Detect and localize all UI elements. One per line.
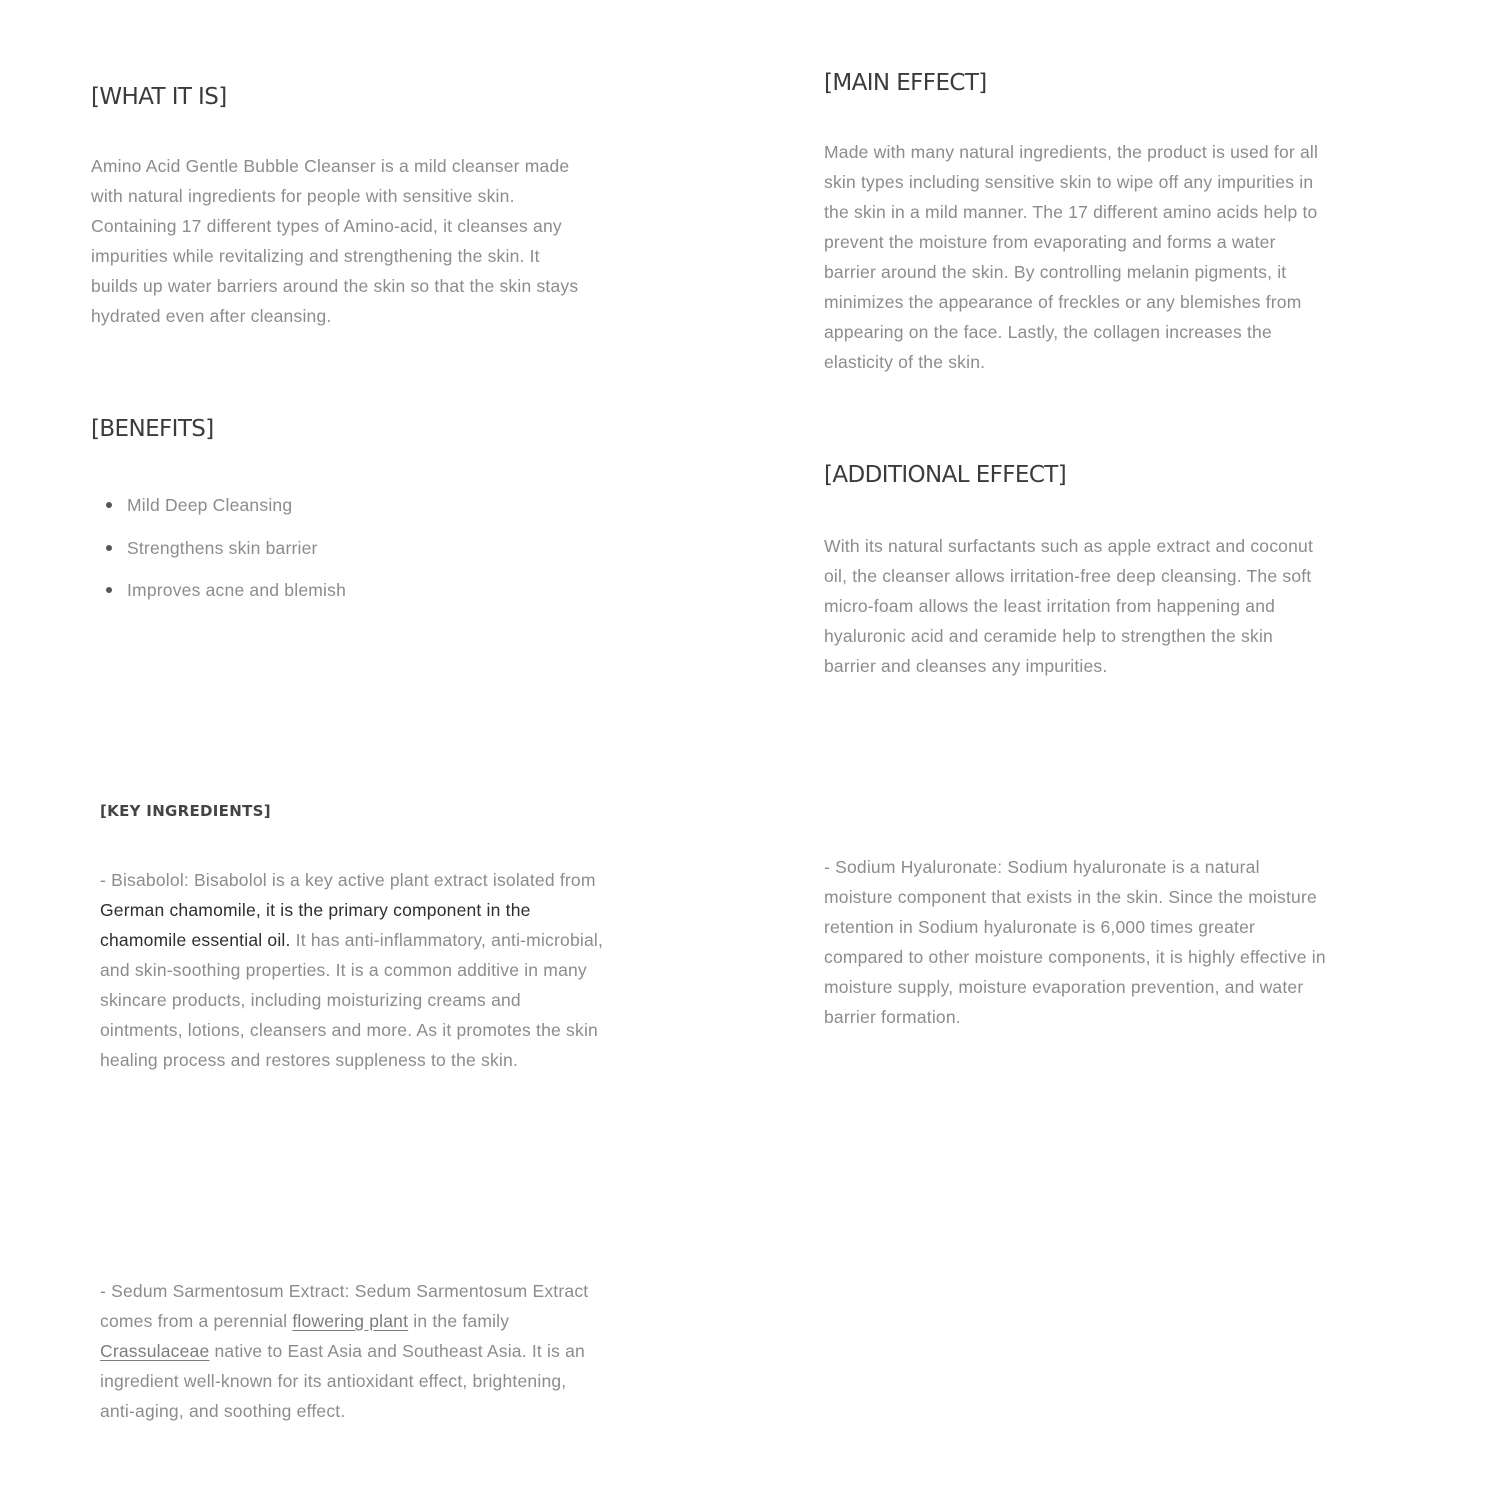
sedum-part2: in the family bbox=[408, 1311, 510, 1331]
main-effect-section bbox=[824, 70, 1329, 377]
sodium-hyaluronate-text: - Sodium Hyaluronate: Sodium hyaluronate is a natural moisture component that exists in the skin. Since the moisture retention in Sodium hyaluronate is 6,000 times greater compared to other moisture components, it is highly effective in moisture supply, moisture evaporation prevention, and water barrier formation. bbox=[824, 857, 1326, 1027]
benefit-item bbox=[127, 494, 591, 516]
what-it-is-text: Amino Acid Gentle Bubble Cleanser is a mild cleanser made with natural ingredients for people with sensitive skin. Containing 17 different types of Amino-acid, it cleanses any impurities while revitalizing and strengthening the skin. It builds up water barriers around the skin so that the skin stays hydrated even after cleansing. bbox=[91, 156, 579, 326]
bisabolol-highlight: German chamomile, it is the primary component in the chamomile essential oil. bbox=[100, 900, 531, 950]
sodium-hyaluronate-section bbox=[824, 852, 1329, 1032]
benefit-item-label: Mild Deep Cleansing bbox=[127, 495, 293, 515]
benefit-item-label: Strengthens skin barrier bbox=[127, 537, 318, 558]
bisabolol-text bbox=[100, 865, 605, 1075]
bullet-icon bbox=[106, 545, 112, 551]
additional-effect-text: With its natural surfactants such as apple extract and coconut oil, the cleanser allows irritation-free deep cleansing. The soft micro-foam allows the least irritation from happening and hyaluronic acid and ceramide help to strengthen the skin barrier and cleanses any impurities. bbox=[824, 536, 1314, 676]
main-effect-heading: [MAIN EFFECT] bbox=[824, 70, 987, 96]
benefit-item bbox=[127, 579, 591, 601]
benefits-list bbox=[91, 494, 591, 601]
bisabolol-intro: - Bisabolol: Bisabolol is a key active plant extract isolated from bbox=[100, 870, 596, 890]
bullet-icon bbox=[106, 587, 112, 593]
key-ingredients-heading: [KEY INGREDIENTS] bbox=[100, 802, 271, 820]
bisabolol-outro: It has anti-inflammatory, anti-microbial, and skin-soothing properties. It is a common additive in many skincare products, including moisturizing creams and ointments, lotions, cleansers and more. As it promotes the skin healing process and restores suppleness to the skin. bbox=[100, 930, 604, 1070]
benefit-item bbox=[127, 537, 591, 559]
bullet-icon bbox=[106, 502, 112, 508]
additional-effect-heading: [ADDITIONAL EFFECT] bbox=[824, 462, 1067, 488]
crassulaceae-link[interactable]: Crassulaceae bbox=[100, 1341, 210, 1361]
sedum-text bbox=[100, 1276, 600, 1426]
additional-effect-section bbox=[824, 462, 1329, 681]
flowering-plant-link[interactable]: flowering plant bbox=[292, 1311, 409, 1331]
sedum-part1: - Sedum Sarmentosum Extract: Sedum Sarmentosum Extract comes from a perennial bbox=[100, 1281, 589, 1331]
what-it-is-section bbox=[91, 84, 591, 331]
benefits-heading: [BENEFITS] bbox=[91, 416, 214, 442]
benefits-section bbox=[91, 416, 591, 622]
key-ingredients-section bbox=[100, 802, 605, 1075]
sedum-section bbox=[100, 1276, 600, 1426]
sedum-part3: native to East Asia and Southeast Asia. It is an ingredient well-known for its antioxidant effect, brightening, anti-aging, and soothing effect. bbox=[100, 1341, 585, 1421]
main-effect-text: Made with many natural ingredients, the product is used for all skin types including sensitive skin to wipe off any impurities in the skin in a mild manner. The 17 different amino acids help to prevent the moisture from evaporating and forms a water barrier around the skin. By controlling melanin pigments, it minimizes the appearance of freckles or any blemishes from appearing on the face. Lastly, the collagen increases the elasticity of the skin. bbox=[824, 142, 1319, 372]
benefit-item-label: Improves acne and blemish bbox=[127, 580, 346, 600]
what-it-is-heading: [WHAT IT IS] bbox=[91, 84, 227, 110]
